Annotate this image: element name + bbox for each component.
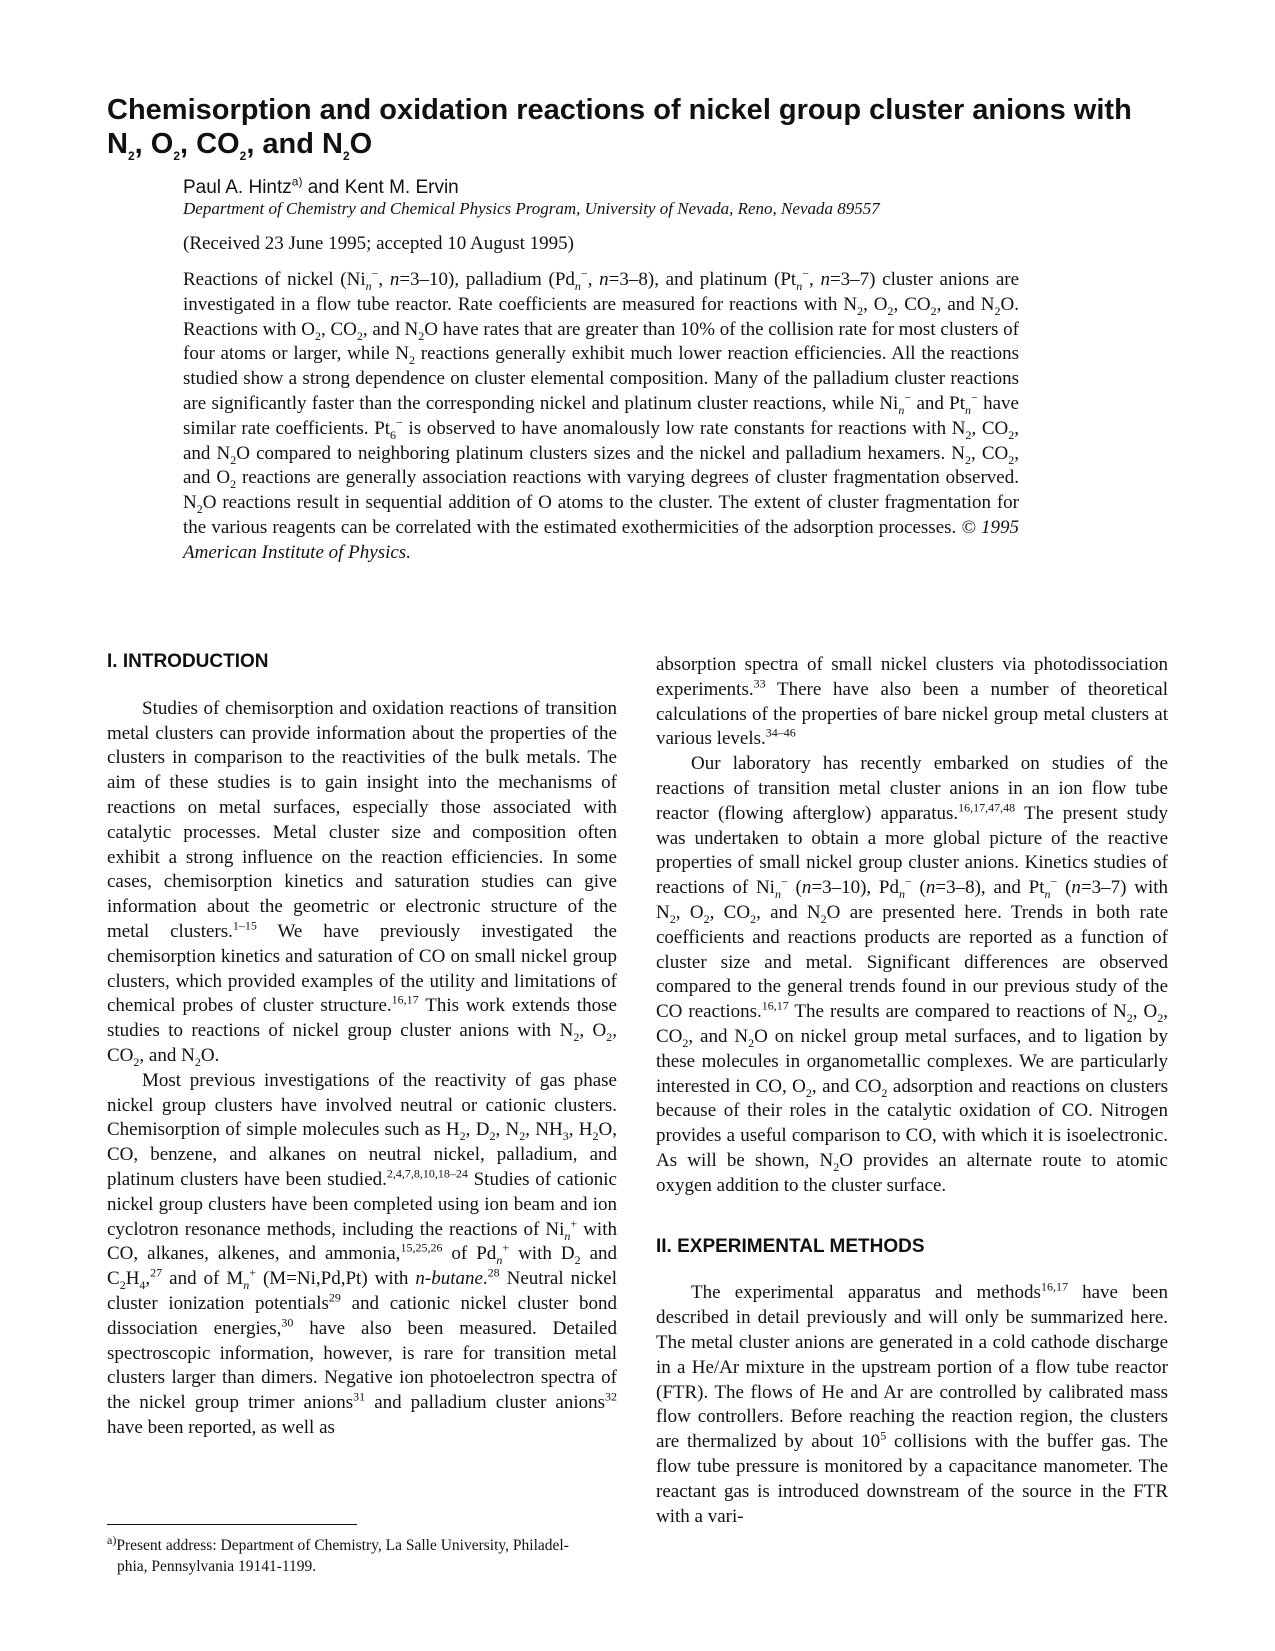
footnote-text: Present address: Department of Chemistry, La Salle University, Philadel- bbox=[116, 1537, 569, 1554]
intro-paragraph-3: Our laboratory has recently embarked on studies of the reactions of transition metal cluster anions in an ion flow tube reactor (flowing afterglow) apparatus.$^{16,17,47,48}$ The present study was undertaken to obtain a more global picture of the reactive properties of small nickel group cluster anions. Kinetics studies of reactions of $Ni_n^-$ (n=3–10), $Pd_n^-$ (n=3–8), and $Pt_n^-$ (n=3–7) with $N_2$, $O_2$, $CO_2$, and $N_2O$ are presented here. Trends in both rate coefficients and reactions products are reported as a function of cluster size and metal. Significant differences are observed compared to the general trends found in our previous study of the CO reactions.$^{16,17}$ The results are compared to reactions of $N_2$, $O_2$, $CO_2$, and $N_2O$ on nickel group metal surfaces, and to ligation by these molecules in organometallic complexes. We are particularly interested in CO, $O_2$, and $CO_2$ adsorption and reactions on clusters because of their roles in the catalytic oxidation of CO. Nitrogen provides a useful comparison to CO, with which it is isoelectronic. As will be shown, $N_2O$ provides an alternate route to atomic oxygen addition to the cluster surface. bbox=[656, 753, 1169, 1196]
author-footnote-mark: a) bbox=[291, 174, 303, 189]
intro-paragraph-2-continued: absorption spectra of small nickel clusters via photodissociation experiments.$^{33}$ There have also been a number of theoretical calculations of the properties of bare nickel group metal clusters at various levels.$^{34-46}$ bbox=[656, 654, 1168, 750]
footnote-text-continued: phia, Pennsylvania 19141-1199. bbox=[117, 1558, 317, 1575]
abstract: Reactions of nickel ($Ni_n^-$, n=3–10), palladium ($Pd_n^-$, n=3–8), and platinum ($Pt_n^-$, n=3–7) cluster anions are investigated in a flow tube reactor. Rate coefficients are measured for reactions with $N_2$, $O_2$, $CO_2$, and $N_2O$. Reactions with $O_2$, $CO_2$, and $N_2O$ have rates that are greater than 10% of the collision rate for most clusters of four atoms or larger, while $N_2$ reactions generally exhibit much lower reaction efficiencies. All the reactions studied show a strong dependence on cluster elemental composition. Many of the palladium cluster reactions are significantly faster than the corresponding nickel and platinum cluster reactions, while $Ni_n^-$ and $Pt_n^-$ have similar rate coefficients. $Pt_6^-$ is observed to have anomalously low rate constants for reactions with $N_2$, $CO_2$, and $N_2O$ compared to neighboring platinum clusters sizes and the nickel and palladium hexamers. $N_2$, $CO_2$, and $O_2$ reactions are generally association reactions with varying degrees of cluster fragmentation observed. $N_2O$ reactions result in sequential addition of O atoms to the cluster. The extent of cluster fragmentation for the various reagents can be correlated with the estimated exothermicities of the adsorption processes. © 1995 American Institute of Physics. bbox=[183, 266, 1020, 563]
intro-paragraph-1: Studies of chemisorption and oxidation reactions of transition metal clusters can provide information about the properties of the clusters in comparison to the reactivities of the bulk metals. The aim of these studies is to gain insight into the mechanisms of reactions on metal surfaces, especially those associated with catalytic processes. Metal cluster size and composition often exhibit a strong influence on the reaction efficiencies. In some cases, chemisorption kinetics and saturation studies can give information about the geometric or electronic structure of the metal clusters.$^{1-15}$ We have previously investigated the chemisorption kinetics and saturation of CO on small nickel group clusters, which provided examples of the utility and limitations of chemical probes of cluster structure.$^{16,17}$ This work extends those studies to reactions of nickel group cluster anions with $N_2$, $O_2$, $CO_2$, and $N_2O$. bbox=[107, 697, 617, 1069]
received-date: (Received 23 June 1995; accepted 10 August 1995) bbox=[183, 233, 574, 254]
footnote-rule bbox=[107, 1524, 357, 1525]
author-ervin: and Kent M. Ervin bbox=[302, 177, 459, 198]
footnote bbox=[107, 1532, 617, 1577]
intro-paragraph-2: Most previous investigations of the reactivity of gas phase nickel group clusters have involved neutral or cationic clusters. Chemisorption of simple molecules such as $H_2$, $D_2$, $N_2$, $NH_3$, $H_2O$, CO, benzene, and alkanes on neutral nickel, palladium, and platinum clusters have been studied.$^{2,4,7,8,10,18-24}$ Studies of cationic nickel group clusters have been completed using ion beam and ion cyclotron resonance methods, including the reactions of $Ni_n^+$ with CO, alkanes, alkenes, and ammonia,$^{15,25,26}$ of $Pd_n^+$ with $D_2$ and $C_2H_4,^{27}$ and of $M_n^+$ (M=Ni,Pd,Pt) with n-butane.$^{28}$ Neutral nickel cluster ionization potentials$^{29}$ and cationic nickel cluster bond dissociation energies,$^{30}$ have also been measured. Detailed spectroscopic information, however, is rare for transition metal clusters larger than dimers. Negative ion photoelectron spectra of the nickel group trimer anions$^{31}$ and palladium cluster anions$^{32}$ have been reported, as well as bbox=[107, 1069, 618, 1438]
right-column bbox=[656, 653, 1168, 1529]
author-hintz: Paul A. Hintz bbox=[183, 177, 292, 198]
copyright-notice: © 1995 American Institute of Physics. bbox=[183, 516, 1019, 563]
paper-title: Chemisorption and oxidation reactions of nickel group cluster anions with $N_2$, $O_2$, $CO_2$, and $N_2O$ bbox=[107, 94, 1132, 163]
section-heading-methods: II. EXPERIMENTAL METHODS bbox=[656, 1235, 925, 1257]
methods-paragraph-1: The experimental apparatus and methods$^{16,17}$ have been described in detail previously and will only be summarized here. The metal cluster anions are generated in a cold cathode discharge in a He/Ar mixture in the upstream portion of a flow tube reactor (FTR). The flows of He and Ar are controlled by calibrated mass flow controllers. Before reaching the reaction region, the clusters are thermalized by about $10^5$ collisions with the buffer gas. The flow tube pressure is monitored by a capacitance manometer. The reactant gas is introduced downstream of the source in the FTR with a vari- bbox=[656, 1280, 1168, 1527]
footnote-mark: a) bbox=[107, 1532, 117, 1547]
left-column bbox=[107, 650, 617, 1441]
author-line bbox=[183, 174, 459, 199]
section-heading-introduction: I. INTRODUCTION bbox=[107, 651, 269, 672]
affiliation: Department of Chemistry and Chemical Physics Program, University of Nevada, Reno, Nevada 89557 bbox=[183, 199, 880, 218]
